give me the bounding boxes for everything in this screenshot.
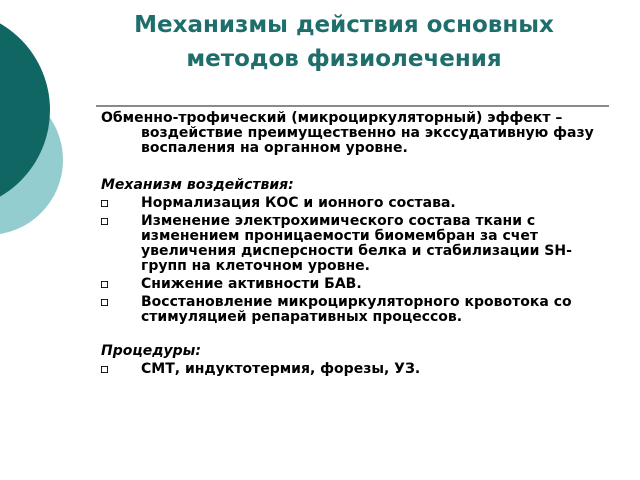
mechanism-list <box>101 196 601 325</box>
square-bullet-icon <box>101 366 108 373</box>
intro-paragraph: Обменно-трофический (микроциркуляторный) эффект – воздействие преимущественно на экссудативную фазу воспаления на органном уровне. <box>101 110 594 156</box>
list-item <box>101 196 601 211</box>
square-bullet-icon <box>101 281 108 288</box>
title-line-1: Механизмы действия основных <box>134 12 554 38</box>
list-item-text: Нормализация КОС и ионного состава. <box>141 195 456 211</box>
procedures-heading: Процедуры: <box>101 343 201 359</box>
list-item-text: СМТ, индуктотермия, форезы, УЗ. <box>141 361 421 377</box>
slide-title <box>100 8 588 76</box>
title-line-2: методов физиолечения <box>186 46 502 72</box>
square-bullet-icon <box>101 218 108 225</box>
title-divider <box>96 105 609 107</box>
slide-body <box>101 111 601 380</box>
list-item <box>101 362 601 377</box>
square-bullet-icon <box>101 299 108 306</box>
list-item-text: Восстановление микроциркуляторного кровотока со стимуляцией репаративных процессов. <box>141 294 572 325</box>
dark-teal-circle <box>0 10 50 210</box>
light-teal-circle <box>0 85 63 235</box>
mechanism-heading: Механизм воздействия: <box>101 177 294 193</box>
list-item-text: Снижение активности БАВ. <box>141 276 362 292</box>
list-item <box>101 295 601 325</box>
list-item-text: Изменение электрохимического состава ткани с изменением проницаемости биомембран за счет увеличения дисперсности белка и стабилизации SH-групп на клеточном уровне. <box>141 213 572 274</box>
list-item <box>101 214 601 274</box>
procedures-list <box>101 362 601 377</box>
square-bullet-icon <box>101 200 108 207</box>
list-item <box>101 277 601 292</box>
